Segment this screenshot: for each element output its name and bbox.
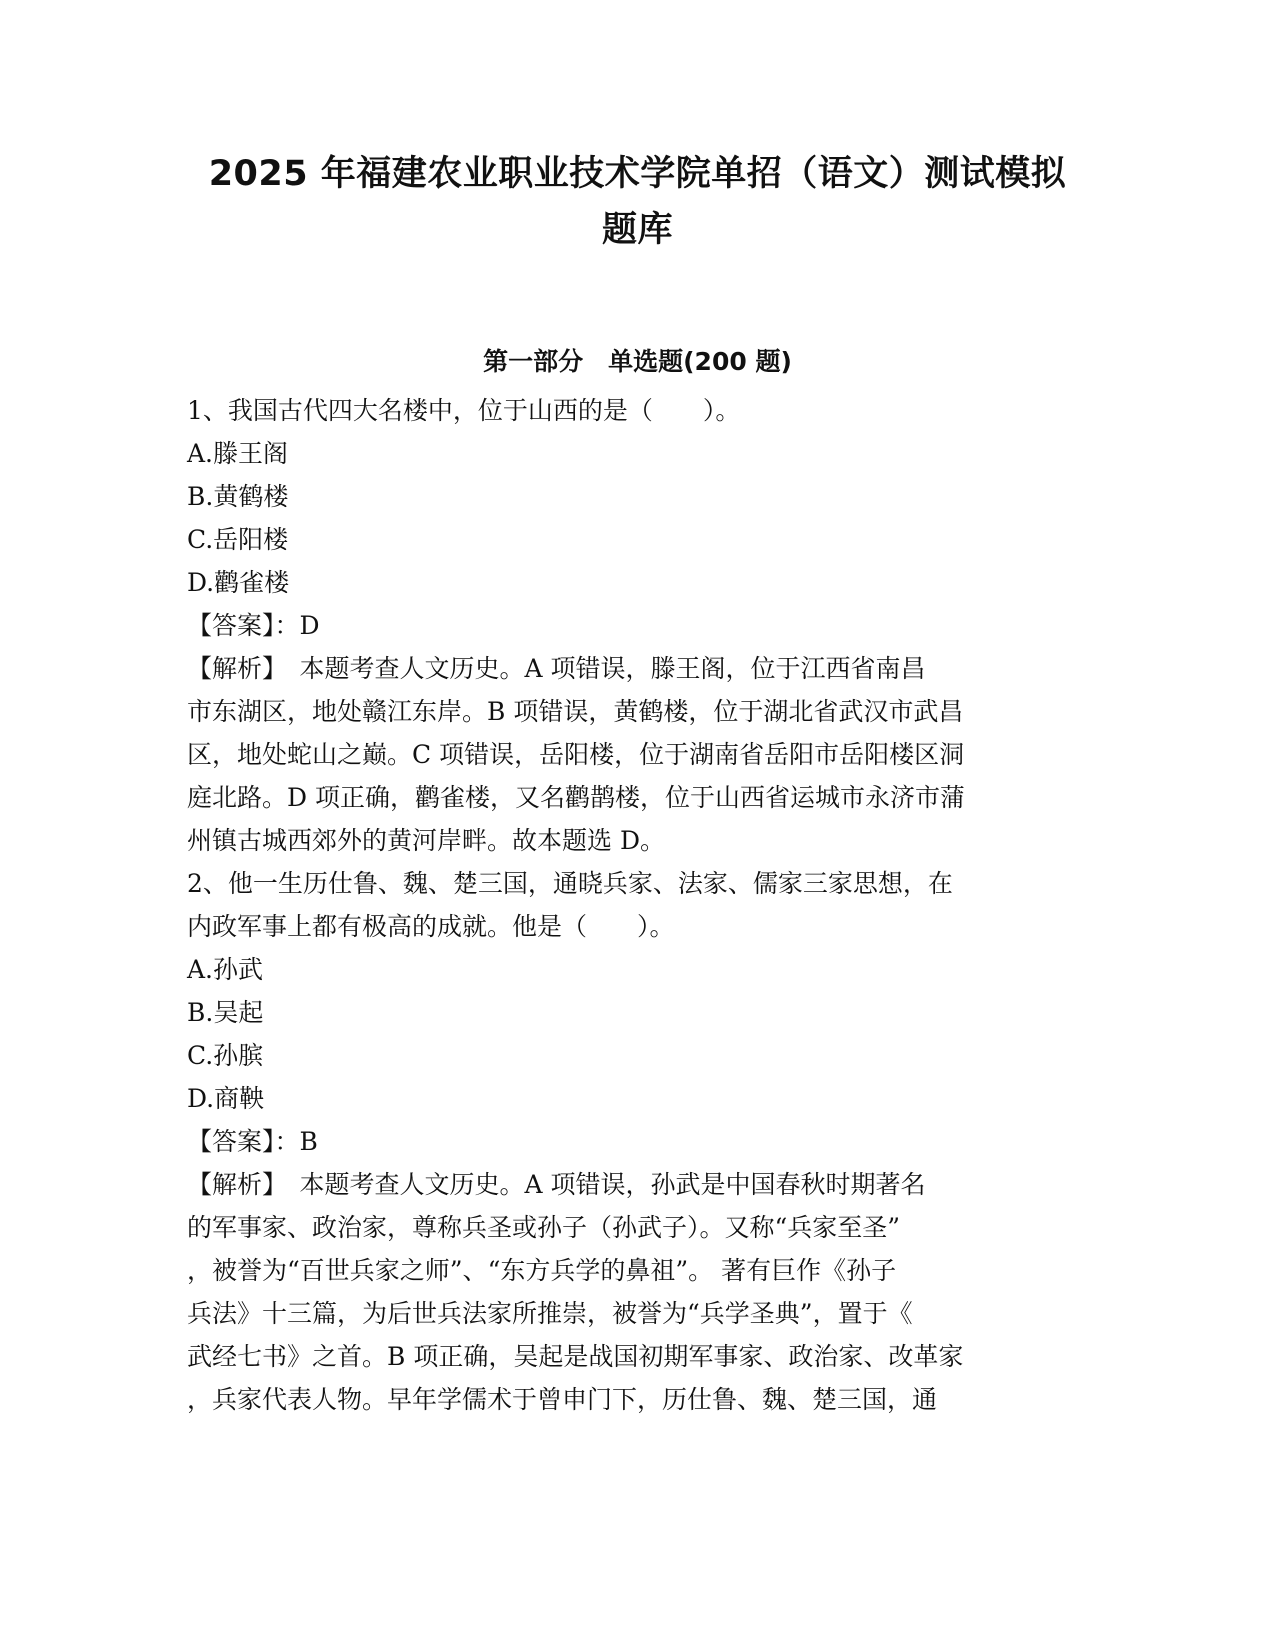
document-title-line-2: 题库 bbox=[601, 210, 673, 250]
explanation-line: ，被誉为“百世兵家之师”、“东方兵学的鼻祖”。 著有巨作《孙子 bbox=[187, 1256, 897, 1285]
question-stem: 1、我国古代四大名楼中，位于山西的是（ ）。 bbox=[187, 396, 741, 425]
explanation-line: 【解析】 本题考查人文历史。A 项错误，滕王阁，位于江西省南昌 bbox=[187, 654, 926, 683]
explanation-line: 庭北路。D 项正确，鹳雀楼，又名鹳鹊楼，位于山西省运城市永济市蒲 bbox=[187, 783, 965, 812]
option-c: C.孙膑 bbox=[187, 1041, 264, 1070]
option-b: B.吴起 bbox=[187, 998, 264, 1027]
question-1 bbox=[187, 389, 1087, 862]
explanation-line: ，兵家代表人物。早年学儒术于曾申门下，历仕鲁、魏、楚三国，通 bbox=[187, 1385, 938, 1414]
document-title-line-1: 2025 年福建农业职业技术学院单招（语文）测试模拟 bbox=[208, 154, 1067, 194]
explanation-line: 州镇古城西郊外的黄河岸畔。故本题选 D。 bbox=[187, 826, 665, 855]
explanation-line: 区，地处蛇山之巅。C 项错误，岳阳楼，位于湖南省岳阳市岳阳楼区洞 bbox=[187, 740, 965, 769]
explanation-line: 【解析】 本题考查人文历史。A 项错误，孙武是中国春秋时期著名 bbox=[187, 1170, 926, 1199]
explanation-line: 兵法》十三篇，为后世兵法家所推崇，被誉为“兵学圣典”，置于《 bbox=[187, 1299, 913, 1328]
explanation-line: 市东湖区，地处赣江东岸。B 项错误，黄鹤楼，位于湖北省武汉市武昌 bbox=[187, 697, 964, 726]
explanation-line: 武经七书》之首。B 项正确，吴起是战国初期军事家、政治家、改革家 bbox=[187, 1342, 964, 1371]
question-stem: 内政军事上都有极高的成就。他是（ ）。 bbox=[187, 912, 675, 941]
option-d: D.商鞅 bbox=[187, 1084, 265, 1113]
answer-line: 【答案】：B bbox=[187, 1127, 318, 1156]
option-b: B.黄鹤楼 bbox=[187, 482, 289, 511]
question-stem: 2、他一生历仕鲁、魏、楚三国，通晓兵家、法家、儒家三家思想，在 bbox=[187, 869, 953, 898]
option-a: A.滕王阁 bbox=[187, 439, 289, 468]
explanation-line: 的军事家、政治家，尊称兵圣或孙子（孙武子）。又称“兵家至圣” bbox=[187, 1213, 901, 1242]
section-title: 第一部分 单选题(200 题) bbox=[483, 347, 792, 376]
option-a: A.孙武 bbox=[187, 955, 264, 984]
option-c: C.岳阳楼 bbox=[187, 525, 289, 554]
document-title bbox=[150, 146, 1125, 258]
question-2 bbox=[187, 862, 1087, 1421]
option-d: D.鹳雀楼 bbox=[187, 568, 290, 597]
answer-line: 【答案】：D bbox=[187, 611, 320, 640]
